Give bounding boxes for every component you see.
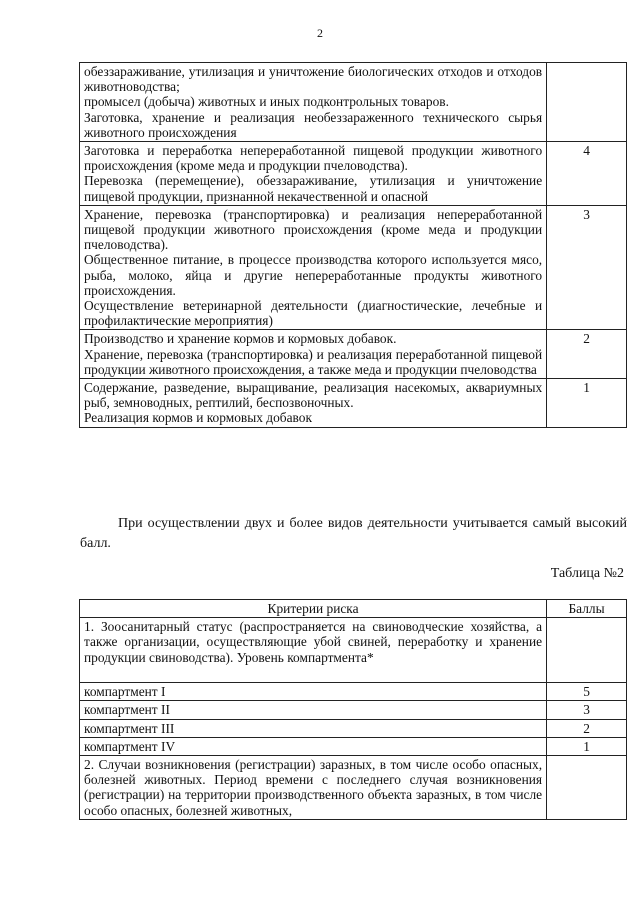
activity-line: Общественное питание, в процессе производства которого используется мясо, рыба, молоко, яйца и другие непереработанные продукты животного происхождения. (84, 252, 543, 298)
highest-score-note: При осуществлении двух и более видов деятельности учитывается самый высокий балл. (80, 516, 627, 551)
activity-score (547, 63, 627, 142)
activity-line: Осуществление ветеринарной деятельности (диагностические, лечебные и профилактические мероприятия) (84, 298, 543, 329)
activity-row (80, 379, 627, 428)
activity-score: 2 (547, 330, 627, 379)
activity-line: Заготовка, хранение и реализация необеззараженного технического сырья животного происхождения (84, 109, 543, 140)
compartment-label: компартмент IV (80, 737, 547, 755)
activity-line: Заготовка и переработка непереработанной пищевой продукции животного происхождения (кроме меда и продукции пчеловодства). (84, 143, 543, 174)
compartment-label: компартмент II (80, 701, 547, 719)
section-2-score (547, 756, 627, 820)
compartment-row (80, 683, 627, 701)
activity-risk-table-body (80, 63, 627, 428)
activity-row (80, 205, 627, 330)
section-2-row (80, 756, 627, 820)
activity-description (80, 379, 547, 428)
compartment-row (80, 701, 627, 719)
activity-score: 4 (547, 142, 627, 206)
compartment-score: 1 (547, 737, 627, 755)
header-score: Баллы (547, 600, 627, 618)
compartment-score: 2 (547, 719, 627, 737)
activity-row (80, 63, 627, 142)
section-1-score (547, 618, 627, 683)
activity-line: Хранение, перевозка (транспортировка) и реализация непереработанной пищевой продукции животного происхождения (кроме меда и продукции пчеловодства). (84, 206, 543, 253)
risk-criteria-table (79, 599, 627, 820)
compartment-score: 5 (547, 683, 627, 701)
activity-description (80, 63, 547, 142)
activity-risk-table (79, 62, 627, 428)
page-number: 2 (317, 26, 323, 40)
activity-line: Производство и хранение кормов и кормовых добавок. (84, 331, 397, 347)
activity-score: 3 (547, 205, 627, 330)
header-criteria: Критерии риска (80, 600, 547, 618)
section-1-title: 1. Зоосанитарный статус (распространяется на свиноводческие хозяйства, а также организации, осуществляющие убой свиней, переработку и хранение продукции свиноводства). Уровень компартмента* (80, 618, 547, 683)
compartment-row (80, 719, 627, 737)
activity-description (80, 142, 547, 206)
activity-line: обеззараживание, утилизация и уничтожение биологических отходов и отходов животноводства; (84, 64, 543, 95)
activity-score: 1 (547, 379, 627, 428)
activity-line: Перевозка (перемещение), обеззараживание, утилизация и уничтожение пищевой продукции, признанной некачественной и опасной (84, 173, 543, 204)
activity-description (80, 330, 547, 379)
activity-line: Содержание, разведение, выращивание, реализация насекомых, аквариумных рыб, земноводных, рептилий, беспозвоночных. (84, 380, 543, 411)
activity-line: промысел (добыча) животных и иных подконтрольных товаров. (84, 94, 449, 110)
table-2-caption: Таблица №2 (550, 566, 624, 581)
table-header-row (80, 600, 627, 618)
section-1-row (80, 618, 627, 683)
compartment-row (80, 737, 627, 755)
activity-line: Реализация кормов и кормовых добавок (84, 410, 312, 426)
activity-row (80, 142, 627, 206)
compartment-score: 3 (547, 701, 627, 719)
activity-line: Хранение, перевозка (транспортировка) и реализация переработанной пищевой продукции животного происхождения, а также меда и продукции пчеловодства (84, 346, 543, 377)
compartment-label: компартмент I (80, 683, 547, 701)
activity-row (80, 330, 627, 379)
activity-description (80, 205, 547, 330)
compartment-label: компартмент III (80, 719, 547, 737)
section-2-title: 2. Случаи возникновения (регистрации) заразных, в том числе особо опасных, болезней животных. Период времени с последнего случая возникновения (регистрации) на территории производственного объекта заразных, в том числе особо опасных, болезней животных, (80, 756, 547, 820)
